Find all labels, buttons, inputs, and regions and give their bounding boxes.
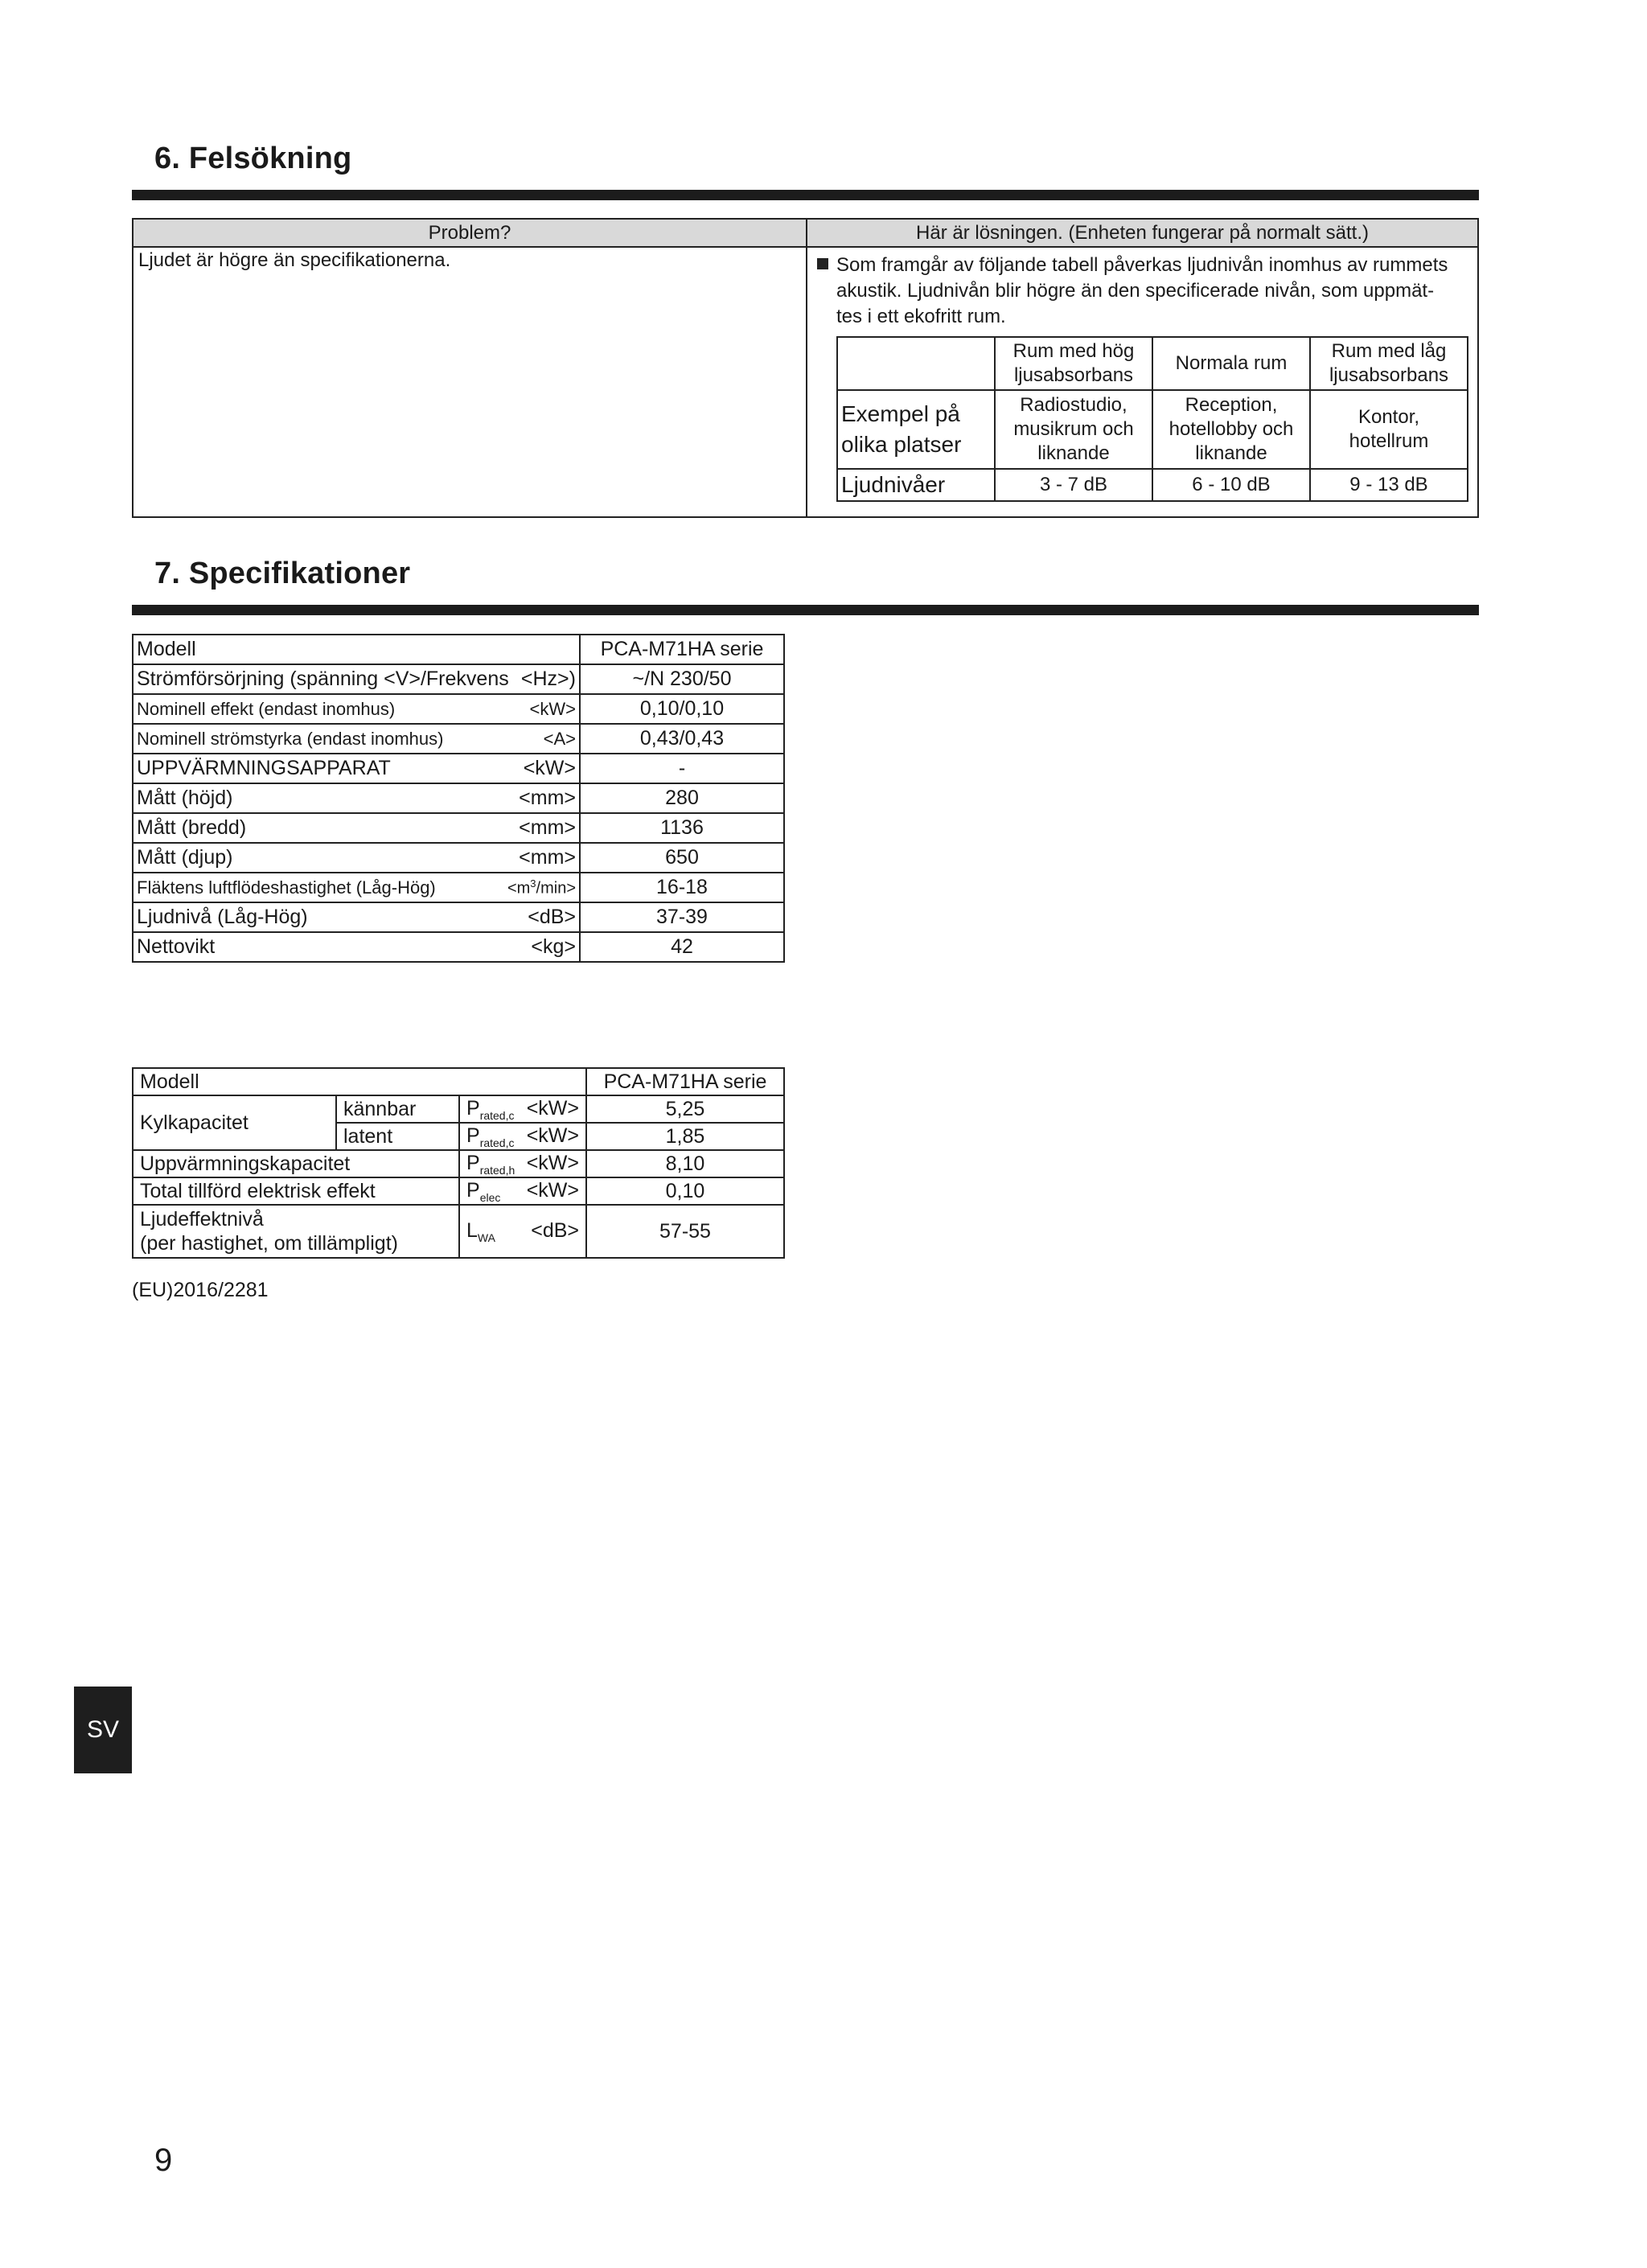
spec-label-text: Fläktens luftflödeshastighet (Låg-Hög): [137, 877, 436, 898]
symbol: P: [466, 1151, 480, 1174]
model-label: Modell: [133, 1068, 586, 1095]
heating-label: Uppvärmningskapacitet: [133, 1150, 459, 1177]
symbol: L: [466, 1218, 478, 1242]
latent-value: 1,85: [586, 1123, 784, 1150]
section-divider: [132, 190, 1479, 200]
symbol: P: [466, 1124, 480, 1147]
noise-col-normal: Normala rum: [1152, 337, 1310, 390]
spec-label-text: Nominell effekt (endast inomhus): [137, 698, 396, 719]
spec-label-text: Mått (höjd): [137, 787, 233, 809]
symbol-subscript: rated,h: [479, 1163, 515, 1177]
spec-label: [133, 724, 580, 754]
spec-unit: <dB>: [528, 906, 576, 928]
sensible-label: kännbar: [336, 1095, 459, 1123]
specifications-table: [132, 634, 785, 963]
spec-label-text: Nettovikt: [137, 935, 216, 958]
page-number: 9: [154, 2143, 173, 2178]
noise-col-high-absorbance: [995, 337, 1152, 390]
noise-value: 3 - 7 dB: [995, 469, 1152, 501]
table-row: [133, 754, 784, 783]
unit-part: <m: [507, 879, 531, 898]
spec-value: 37-39: [580, 902, 784, 932]
symbol: P: [466, 1178, 480, 1202]
spec-label: [133, 783, 580, 813]
solution-line: tes i ett ekofritt rum.: [836, 306, 1006, 327]
spec-value: 42: [580, 932, 784, 962]
latent-symbol: [459, 1123, 586, 1150]
unit: <kW>: [526, 1178, 579, 1202]
table-row: [133, 724, 784, 754]
spec-value: 16-18: [580, 873, 784, 902]
header-solution: Här är lösningen. (Enheten fungerar på normalt sätt.): [807, 219, 1478, 247]
cell-line: ljusabsorbans: [1329, 364, 1449, 386]
table-row: [133, 1205, 784, 1258]
label-line: (per hastighet, om tillämpligt): [140, 1232, 398, 1255]
spec-value: 280: [580, 783, 784, 813]
table-header-row: [133, 219, 1478, 247]
noise-value: 9 - 13 dB: [1310, 469, 1468, 501]
table-row: [133, 694, 784, 724]
specifications-title: 7. Specifikationer: [154, 557, 411, 590]
unit-exponent: 3: [530, 877, 536, 890]
solution-line: akustik. Ljudnivån blir högre än den specificerade nivån, som uppmät-: [836, 280, 1435, 302]
table-row: [133, 1177, 784, 1205]
unit: <kW>: [526, 1096, 579, 1120]
spec-value: 0,10/0,10: [580, 694, 784, 724]
spec-label: [133, 694, 580, 724]
table-row: [133, 813, 784, 843]
spec-label-text: Strömförsörjning (spänning <V>/Frekvens: [137, 668, 509, 690]
unit: <kW>: [526, 1124, 579, 1147]
section-divider: [132, 605, 1479, 615]
unit-part: /min>: [536, 879, 576, 898]
spec-unit: <mm>: [519, 816, 576, 839]
solution-line: Som framgår av följande tabell påverkas ljudnivån inomhus av rummets: [836, 254, 1448, 276]
spec-value: -: [580, 754, 784, 783]
cell-line: musikrum och: [1013, 418, 1134, 440]
spec-value: 0,43/0,43: [580, 724, 784, 754]
spec-label-text: UPPVÄRMNINGSAPPARAT: [137, 757, 391, 779]
table-row: [133, 843, 784, 873]
spec-unit: <kW>: [529, 698, 576, 719]
table-row: [837, 469, 1468, 501]
table-row: [133, 783, 784, 813]
symbol: P: [466, 1096, 480, 1120]
cell-line: Reception,: [1185, 394, 1278, 416]
noise-col-low-absorbance: [1310, 337, 1468, 390]
table-row: [133, 247, 1478, 517]
power-symbol: [459, 1177, 586, 1205]
solution-text: [812, 248, 1472, 333]
spec-label-text: Mått (djup): [137, 846, 233, 869]
table-row: [133, 1095, 784, 1123]
sound-label: [133, 1205, 459, 1258]
noise-level-table: [836, 336, 1468, 502]
spec-label: [133, 813, 580, 843]
spec-label-text: Modell: [137, 638, 196, 660]
cell-line: Exempel på: [841, 401, 960, 426]
noise-value: 6 - 10 dB: [1152, 469, 1310, 501]
empty-cell: [837, 337, 995, 390]
square-bullet-icon: [817, 258, 828, 269]
spec-unit: <Hz>): [520, 668, 576, 690]
table-row: [133, 1150, 784, 1177]
spec-unit: <mm>: [519, 846, 576, 869]
cell-line: olika platser: [841, 432, 962, 457]
row-label-noise-levels: Ljudnivåer: [837, 469, 995, 501]
cell-line: hotellobby och: [1169, 418, 1294, 440]
example-normal: [1152, 390, 1310, 469]
spec-label: [133, 754, 580, 783]
cell-line: liknande: [1037, 442, 1110, 464]
cell-line: liknande: [1195, 442, 1267, 464]
heating-value: 8,10: [586, 1150, 784, 1177]
unit: <kW>: [526, 1151, 579, 1174]
spec-label: [133, 902, 580, 932]
table-row: [133, 635, 784, 664]
spec-label-text: Ljudnivå (Låg-Hög): [137, 906, 308, 928]
cell-line: Rum med låg: [1331, 340, 1447, 362]
spec-unit: <mm>: [519, 787, 576, 809]
label-line: Ljudeffektnivå: [140, 1208, 264, 1231]
cell-line: Rum med hög: [1012, 340, 1135, 362]
symbol-subscript: WA: [477, 1231, 495, 1244]
cell-line: ljusabsorbans: [1013, 364, 1134, 386]
spec-unit: [507, 877, 576, 898]
spec-label: [133, 873, 580, 902]
example-high-absorbance: [995, 390, 1152, 469]
cell-line: Radiostudio,: [1020, 394, 1127, 416]
spec-label: [133, 843, 580, 873]
spec-value: 1136: [580, 813, 784, 843]
spec-value: ~/N 230/50: [580, 664, 784, 694]
table-row: [133, 664, 784, 694]
spec-label: [133, 664, 580, 694]
spec-label: [133, 635, 580, 664]
capacity-table: [132, 1067, 785, 1259]
table-row: [133, 902, 784, 932]
spec-label: [133, 932, 580, 962]
table-row: [837, 337, 1468, 390]
table-row: [837, 390, 1468, 469]
spec-value: PCA-M71HA serie: [580, 635, 784, 664]
symbol-subscript: rated,c: [479, 1136, 515, 1149]
solution-cell: [807, 247, 1478, 517]
power-label: Total tillförd elektrisk effekt: [133, 1177, 459, 1205]
cell-line: hotellrum: [1349, 430, 1429, 452]
symbol-subscript: rated,c: [479, 1108, 515, 1122]
spec-unit: <kW>: [523, 757, 576, 779]
table-row: [133, 873, 784, 902]
symbol-subscript: elec: [479, 1190, 501, 1204]
latent-label: latent: [336, 1123, 459, 1150]
sound-value: 57-55: [586, 1205, 784, 1258]
table-row: [133, 1068, 784, 1095]
troubleshooting-table: [132, 218, 1479, 518]
spec-label-text: Mått (bredd): [137, 816, 247, 839]
header-problem: Problem?: [133, 219, 807, 247]
spec-label-text: Nominell strömstyrka (endast inomhus): [137, 728, 444, 749]
sensible-value: 5,25: [586, 1095, 784, 1123]
spec-value: 650: [580, 843, 784, 873]
troubleshooting-title: 6. Felsökning: [154, 142, 352, 175]
spec-unit: <A>: [543, 728, 576, 749]
eu-regulation-reference: (EU)2016/2281: [132, 1279, 269, 1301]
sound-symbol: [459, 1205, 586, 1258]
unit: <dB>: [531, 1218, 579, 1242]
cell-line: Kontor,: [1357, 406, 1420, 428]
row-label-examples: [837, 390, 995, 469]
power-value: 0,10: [586, 1177, 784, 1205]
table-row: [133, 932, 784, 962]
problem-cell: Ljudet är högre än specifikationerna.: [133, 247, 807, 517]
cooling-label: Kylkapacitet: [133, 1095, 336, 1150]
language-tab: SV: [74, 1687, 132, 1773]
model-value: PCA-M71HA serie: [586, 1068, 784, 1095]
heating-symbol: [459, 1150, 586, 1177]
sensible-symbol: [459, 1095, 586, 1123]
spec-unit: <kg>: [531, 935, 576, 958]
example-low-absorbance: [1310, 390, 1468, 469]
